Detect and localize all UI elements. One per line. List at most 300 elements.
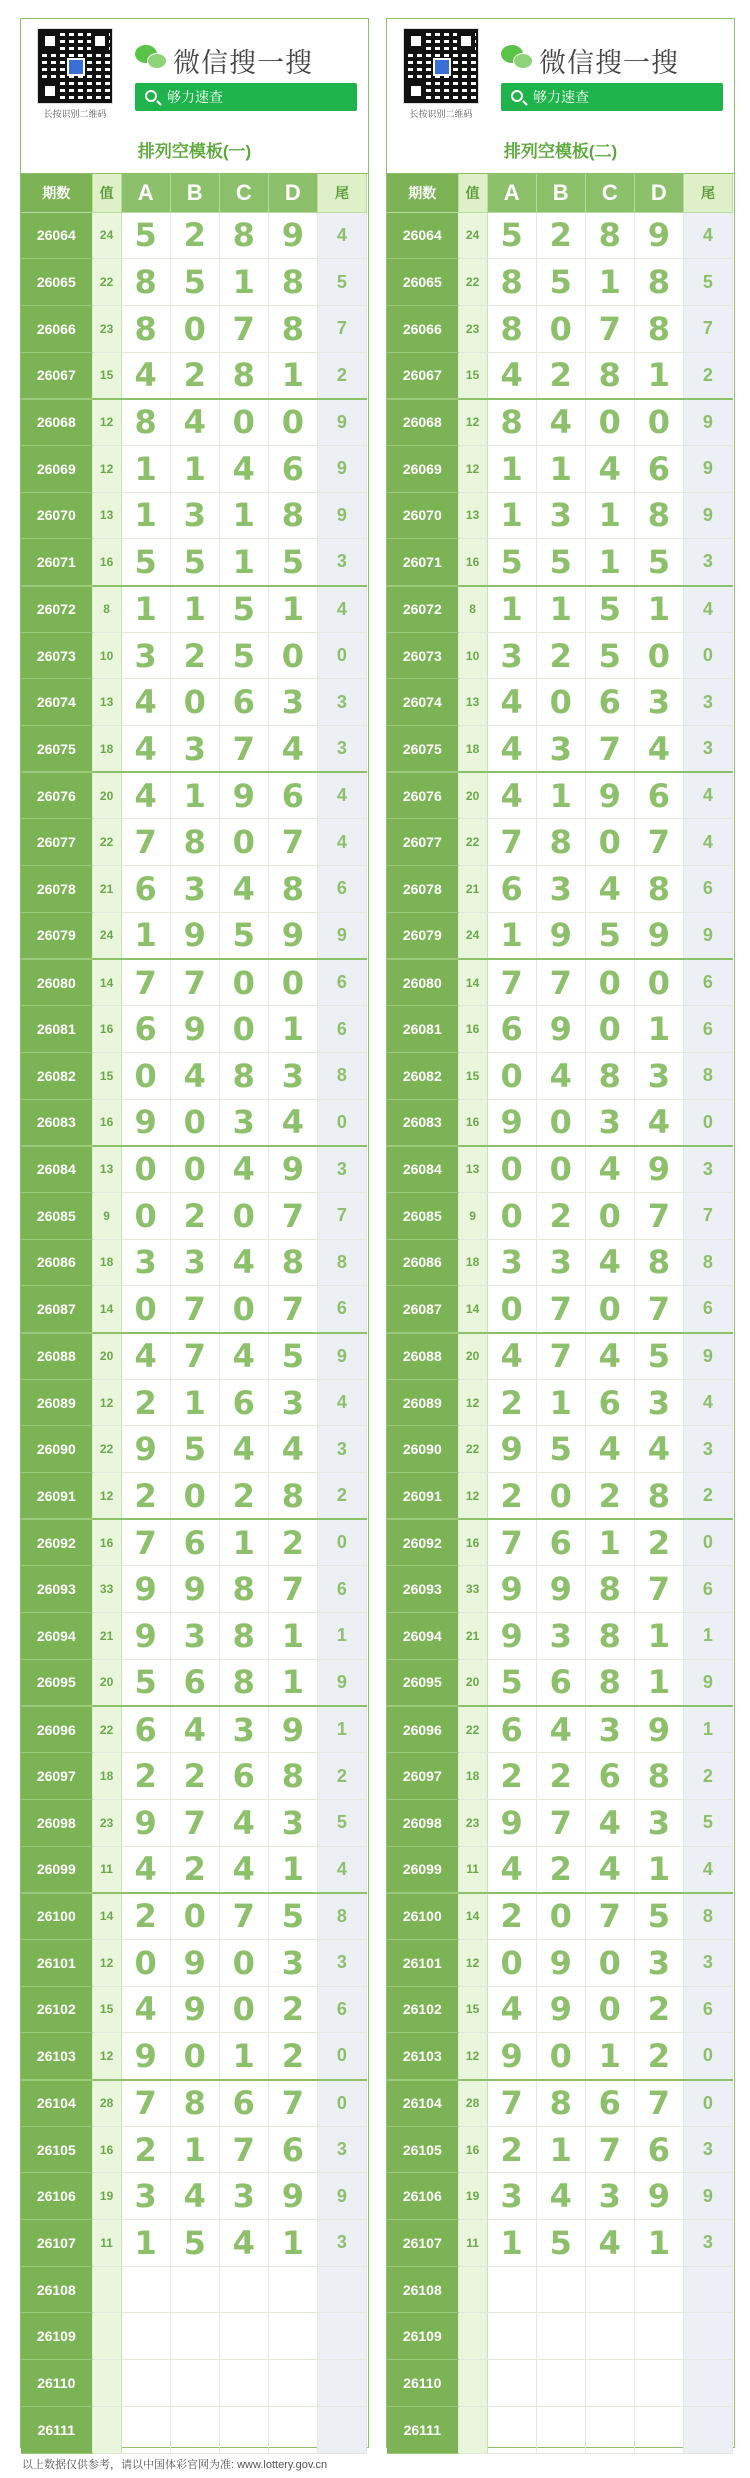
digit-a-cell: 1 [121,2220,170,2267]
digit-b-cell: 3 [170,492,219,539]
digit-d-cell: 0 [268,632,317,679]
digit-b-cell: 3 [170,866,219,913]
digit-a-cell: 9 [487,1613,536,1660]
tail-digit-cell: 6 [683,1286,732,1333]
tail-digit-cell: 3 [317,726,366,773]
wechat-icon [501,45,533,71]
search-bar[interactable] [135,83,357,111]
issue-number-cell: 26080 [387,959,458,1006]
sum-value-cell: 19 [92,2173,121,2220]
digit-d-cell: 9 [634,1706,683,1753]
table-body [387,212,733,2453]
sum-value-cell: 21 [458,1613,487,1660]
sum-value-cell: 21 [92,1613,121,1660]
digit-c-cell: 1 [585,1519,634,1566]
tail-digit-cell: 0 [683,1099,732,1146]
digit-b-cell: 7 [536,1799,585,1846]
issue-number-cell: 26077 [21,819,92,866]
digit-b-cell: 0 [170,1099,219,1146]
digit-c-cell: 0 [585,1192,634,1239]
digit-b-cell: 7 [536,1286,585,1333]
issue-number-cell: 26066 [387,305,458,352]
sum-value-cell: 24 [92,912,121,959]
digit-d-cell: 1 [268,1613,317,1660]
digit-d-cell: 1 [634,2220,683,2267]
table-row [387,1939,733,1986]
digit-d-cell: 1 [268,352,317,399]
table-row [387,1473,733,1520]
table-row [21,1613,367,1660]
table-row [21,1006,367,1053]
tail-digit-cell: 6 [683,1566,732,1613]
tail-digit-cell: 2 [683,352,732,399]
digit-d-cell: 5 [634,1893,683,1940]
digit-c-cell: 4 [585,1426,634,1473]
digit-d-cell [634,2313,683,2360]
tail-digit-cell: 4 [317,212,366,259]
digit-b-cell: 8 [536,819,585,866]
digit-a-cell: 2 [121,1893,170,1940]
digit-a-cell: 9 [487,2033,536,2080]
sum-value-cell: 22 [92,1706,121,1753]
table-row [21,2173,367,2220]
digit-c-cell: 7 [585,2126,634,2173]
digit-d-cell: 9 [634,212,683,259]
digit-b-cell: 9 [536,1566,585,1613]
table-row [21,1379,367,1426]
table-row [21,1706,367,1753]
table-row [21,2313,367,2360]
table-row [387,1846,733,1893]
table-row [387,2313,733,2360]
table-row [387,1799,733,1846]
digit-d-cell: 3 [268,1799,317,1846]
digit-d-cell: 8 [268,866,317,913]
digit-a-cell: 1 [487,2220,536,2267]
issue-number-cell: 26107 [21,2220,92,2267]
digit-a-cell: 3 [487,632,536,679]
digit-c-cell: 3 [219,1706,268,1753]
issue-number-cell: 26090 [387,1426,458,1473]
digit-d-cell: 8 [268,1753,317,1800]
sum-value-cell: 18 [92,726,121,773]
digit-a-cell: 4 [487,352,536,399]
sum-value-cell: 23 [458,1799,487,1846]
digit-a-cell: 8 [487,399,536,446]
table-row [387,259,733,306]
digit-a-cell [121,2360,170,2407]
digit-c-cell [585,2360,634,2407]
digit-c-cell: 3 [585,1099,634,1146]
digit-b-cell [536,2266,585,2313]
table-row [387,1426,733,1473]
issue-number-cell: 26098 [387,1799,458,1846]
digit-c-cell: 4 [219,1333,268,1380]
digit-b-cell [536,2313,585,2360]
tail-digit-cell: 3 [683,2126,732,2173]
sum-value-cell: 12 [92,2033,121,2080]
tail-digit-cell: 6 [317,1986,366,2033]
digit-c-cell: 4 [219,1426,268,1473]
digit-b-cell [170,2406,219,2453]
issue-number-cell: 26097 [387,1753,458,1800]
table-row [387,1986,733,2033]
table-row [21,2126,367,2173]
sum-value-cell: 16 [458,2126,487,2173]
digit-b-cell: 4 [170,1052,219,1099]
issue-number-cell: 26109 [21,2313,92,2360]
issue-number-cell: 26085 [21,1192,92,1239]
digit-d-cell: 3 [268,1939,317,1986]
digit-c-cell: 4 [585,1333,634,1380]
table-row [387,305,733,352]
tail-digit-cell: 9 [317,399,366,446]
digit-a-cell: 2 [121,1473,170,1520]
digit-d-cell: 1 [268,2220,317,2267]
sum-value-cell: 16 [92,1519,121,1566]
tail-digit-cell: 3 [683,726,732,773]
qr-code-icon[interactable] [37,28,113,104]
digit-d-cell: 2 [268,1519,317,1566]
tail-digit-cell: 8 [317,1052,366,1099]
sum-value-cell: 9 [92,1192,121,1239]
tail-digit-cell [683,2406,732,2453]
tail-digit-cell: 3 [683,1146,732,1193]
table-row [21,1846,367,1893]
issue-number-cell: 26109 [387,2313,458,2360]
tail-digit-cell: 4 [683,1379,732,1426]
digit-d-cell: 0 [634,399,683,446]
tail-digit-cell: 9 [317,2173,366,2220]
digit-b-cell: 2 [536,352,585,399]
issue-number-cell: 26067 [21,352,92,399]
digit-b-cell: 3 [536,1239,585,1286]
digit-b-cell [170,2313,219,2360]
digit-b-cell: 8 [170,2080,219,2127]
sum-value-cell: 11 [458,1846,487,1893]
digit-c-cell: 8 [219,1613,268,1660]
issue-number-cell: 26105 [21,2126,92,2173]
digit-d-cell: 8 [634,866,683,913]
digit-d-cell [268,2313,317,2360]
digit-a-cell: 2 [487,1753,536,1800]
digit-a-cell: 4 [121,772,170,819]
digit-c-cell: 4 [219,445,268,492]
sum-value-cell: 18 [458,726,487,773]
digit-a-cell: 4 [121,1333,170,1380]
digit-a-cell: 2 [121,1379,170,1426]
table-row [21,539,367,586]
digit-b-cell: 4 [536,1052,585,1099]
digit-b-cell: 0 [170,2033,219,2080]
sum-value-cell: 16 [92,1099,121,1146]
digit-d-cell: 7 [268,2080,317,2127]
digit-a-cell: 9 [121,1799,170,1846]
digit-d-cell: 1 [634,1659,683,1706]
table-body [21,212,367,2453]
tail-digit-cell: 3 [683,1939,732,1986]
table-row [387,1286,733,1333]
digit-d-cell: 8 [634,305,683,352]
digit-c-cell [585,2266,634,2313]
digit-b-cell: 3 [536,1613,585,1660]
tail-digit-cell: 3 [683,679,732,726]
digit-c-cell: 9 [219,772,268,819]
issue-number-cell: 26098 [21,1799,92,1846]
digit-d-cell: 5 [268,1893,317,1940]
digit-b-cell: 1 [170,2126,219,2173]
issue-number-cell: 26086 [387,1239,458,1286]
digit-b-cell: 3 [536,726,585,773]
tail-digit-cell: 8 [683,1052,732,1099]
tail-digit-cell: 2 [317,1753,366,1800]
sum-value-cell: 15 [458,1052,487,1099]
table-row [387,1659,733,1706]
table-row [387,212,733,259]
sum-value-cell: 12 [458,1939,487,1986]
issue-number-cell: 26110 [387,2360,458,2407]
tail-digit-cell: 8 [683,1239,732,1286]
table-row [21,259,367,306]
digit-c-cell: 5 [585,912,634,959]
tail-digit-cell: 3 [317,539,366,586]
digit-a-cell: 7 [487,959,536,1006]
sum-value-cell: 14 [92,959,121,1006]
digit-a-cell: 7 [121,959,170,1006]
table-row [21,399,367,446]
digit-d-cell: 9 [268,212,317,259]
digit-b-cell: 0 [536,1146,585,1193]
tail-digit-cell: 6 [317,1006,366,1053]
sum-value-cell: 22 [458,259,487,306]
header-a: A [121,174,170,212]
table-row [387,586,733,633]
digit-c-cell: 2 [585,1473,634,1520]
digit-d-cell: 9 [268,1706,317,1753]
tail-digit-cell: 1 [683,1613,732,1660]
sum-value-cell: 8 [458,586,487,633]
sum-value-cell: 16 [92,539,121,586]
digit-d-cell: 5 [634,539,683,586]
digit-c-cell: 4 [585,1846,634,1893]
digit-a-cell: 0 [487,1192,536,1239]
sum-value-cell: 28 [458,2080,487,2127]
digit-b-cell [170,2360,219,2407]
digit-d-cell: 2 [634,2033,683,2080]
issue-number-cell: 26076 [387,772,458,819]
sum-value-cell: 22 [458,1426,487,1473]
digit-a-cell: 4 [487,726,536,773]
digit-d-cell: 4 [634,1426,683,1473]
header-tail: 尾 [683,174,732,212]
digit-c-cell: 6 [585,679,634,726]
table-row [387,492,733,539]
digit-b-cell: 4 [536,2173,585,2220]
sum-value-cell: 20 [458,772,487,819]
digit-a-cell: 7 [487,819,536,866]
table-row [21,819,367,866]
sum-value-cell: 12 [458,2033,487,2080]
sum-value-cell: 12 [92,445,121,492]
sum-value-cell: 12 [458,1379,487,1426]
issue-number-cell: 26104 [21,2080,92,2127]
digit-d-cell: 8 [268,305,317,352]
digit-b-cell [536,2360,585,2407]
digit-b-cell: 7 [536,959,585,1006]
digit-b-cell: 6 [536,1659,585,1706]
digit-d-cell: 8 [634,1753,683,1800]
issue-number-cell: 26087 [21,1286,92,1333]
tail-digit-cell [683,2266,732,2313]
tail-digit-cell: 5 [317,259,366,306]
table-row [21,866,367,913]
issue-number-cell: 26108 [21,2266,92,2313]
sum-value-cell: 15 [458,352,487,399]
table-row [21,1473,367,1520]
tail-digit-cell: 5 [683,259,732,306]
table-row [387,1146,733,1193]
sum-value-cell: 23 [92,1799,121,1846]
sum-value-cell: 12 [458,399,487,446]
search-icon [511,90,523,102]
digit-a-cell: 3 [487,2173,536,2220]
tail-digit-cell: 0 [317,2080,366,2127]
digit-a-cell: 2 [121,2126,170,2173]
digit-b-cell: 7 [170,1799,219,1846]
digit-b-cell: 2 [170,212,219,259]
tail-digit-cell: 9 [683,492,732,539]
issue-number-cell: 26093 [387,1566,458,1613]
tail-digit-cell: 6 [317,959,366,1006]
issue-number-cell: 26091 [387,1473,458,1520]
sum-value-cell: 18 [92,1753,121,1800]
tail-digit-cell: 1 [317,1613,366,1660]
digit-d-cell: 4 [268,726,317,773]
sum-value-cell: 16 [458,539,487,586]
issue-number-cell: 26078 [387,866,458,913]
header-c: C [585,174,634,212]
digit-c-cell: 3 [219,1099,268,1146]
issue-number-cell: 26084 [387,1146,458,1193]
digit-b-cell: 3 [170,726,219,773]
header-a: A [487,174,536,212]
digit-c-cell: 5 [219,586,268,633]
digit-b-cell: 8 [536,2080,585,2127]
digit-c-cell: 8 [585,1659,634,1706]
tail-digit-cell: 3 [317,1426,366,1473]
digit-b-cell: 6 [170,1519,219,1566]
issue-number-cell: 26064 [21,212,92,259]
digit-a-cell: 1 [121,586,170,633]
sum-value-cell: 13 [92,492,121,539]
table-row [387,1753,733,1800]
sum-value-cell: 16 [92,2126,121,2173]
digit-a-cell: 1 [487,912,536,959]
issue-number-cell: 26078 [21,866,92,913]
digit-a-cell: 7 [487,1519,536,1566]
table-row [387,2173,733,2220]
digit-b-cell: 7 [170,1286,219,1333]
table-row [21,1192,367,1239]
tail-digit-cell: 1 [317,1706,366,1753]
issue-number-cell: 26068 [21,399,92,446]
digit-c-cell: 4 [219,1239,268,1286]
issue-number-cell: 26106 [21,2173,92,2220]
digit-a-cell: 2 [487,1379,536,1426]
issue-number-cell: 26102 [387,1986,458,2033]
table-row [387,399,733,446]
digit-c-cell: 8 [585,212,634,259]
digit-d-cell: 6 [634,445,683,492]
tail-digit-cell [317,2360,366,2407]
sum-value-cell: 12 [92,1473,121,1520]
sum-value-cell [92,2266,121,2313]
digit-b-cell: 7 [170,1333,219,1380]
table-row [21,1146,367,1193]
digit-d-cell [634,2360,683,2407]
table-row [387,1052,733,1099]
tail-digit-cell [683,2360,732,2407]
digit-a-cell: 4 [121,1986,170,2033]
search-bar[interactable] [501,83,723,111]
table-row [387,1192,733,1239]
digit-b-cell: 2 [536,1192,585,1239]
issue-number-cell: 26080 [21,959,92,1006]
digit-c-cell: 8 [219,212,268,259]
sum-value-cell: 12 [92,1939,121,1986]
qr-code-icon[interactable] [403,28,479,104]
table-row [387,2126,733,2173]
digit-a-cell: 8 [121,305,170,352]
digit-c-cell: 0 [585,1986,634,2033]
digit-a-cell: 0 [487,1286,536,1333]
digit-c-cell: 7 [219,2126,268,2173]
digit-c-cell: 0 [219,1006,268,1053]
digit-b-cell: 2 [536,1753,585,1800]
table-row [387,679,733,726]
table-row [21,492,367,539]
table-row [387,1099,733,1146]
digit-d-cell: 8 [634,1239,683,1286]
digit-a-cell: 7 [487,2080,536,2127]
digit-c-cell [585,2313,634,2360]
tail-digit-cell: 2 [317,352,366,399]
tail-digit-cell: 8 [317,1893,366,1940]
digit-c-cell: 5 [585,632,634,679]
digit-d-cell: 8 [268,492,317,539]
digit-a-cell: 4 [487,1986,536,2033]
digit-d-cell: 1 [634,1846,683,1893]
digit-a-cell: 3 [121,632,170,679]
sum-value-cell: 12 [92,1379,121,1426]
sum-value-cell [92,2360,121,2407]
sum-value-cell: 16 [458,1519,487,1566]
issue-number-cell: 26095 [387,1659,458,1706]
table-row [21,1659,367,1706]
sum-value-cell: 16 [92,1006,121,1053]
digit-d-cell [268,2360,317,2407]
table-row [387,1006,733,1053]
sum-value-cell: 20 [458,1333,487,1380]
tail-digit-cell: 4 [317,586,366,633]
digit-d-cell: 2 [634,1986,683,2033]
digit-c-cell: 5 [219,912,268,959]
digit-a-cell: 9 [487,1099,536,1146]
digit-d-cell: 8 [634,1473,683,1520]
digit-a-cell: 3 [121,1239,170,1286]
sum-value-cell: 14 [92,1286,121,1333]
digit-a-cell: 9 [487,1799,536,1846]
